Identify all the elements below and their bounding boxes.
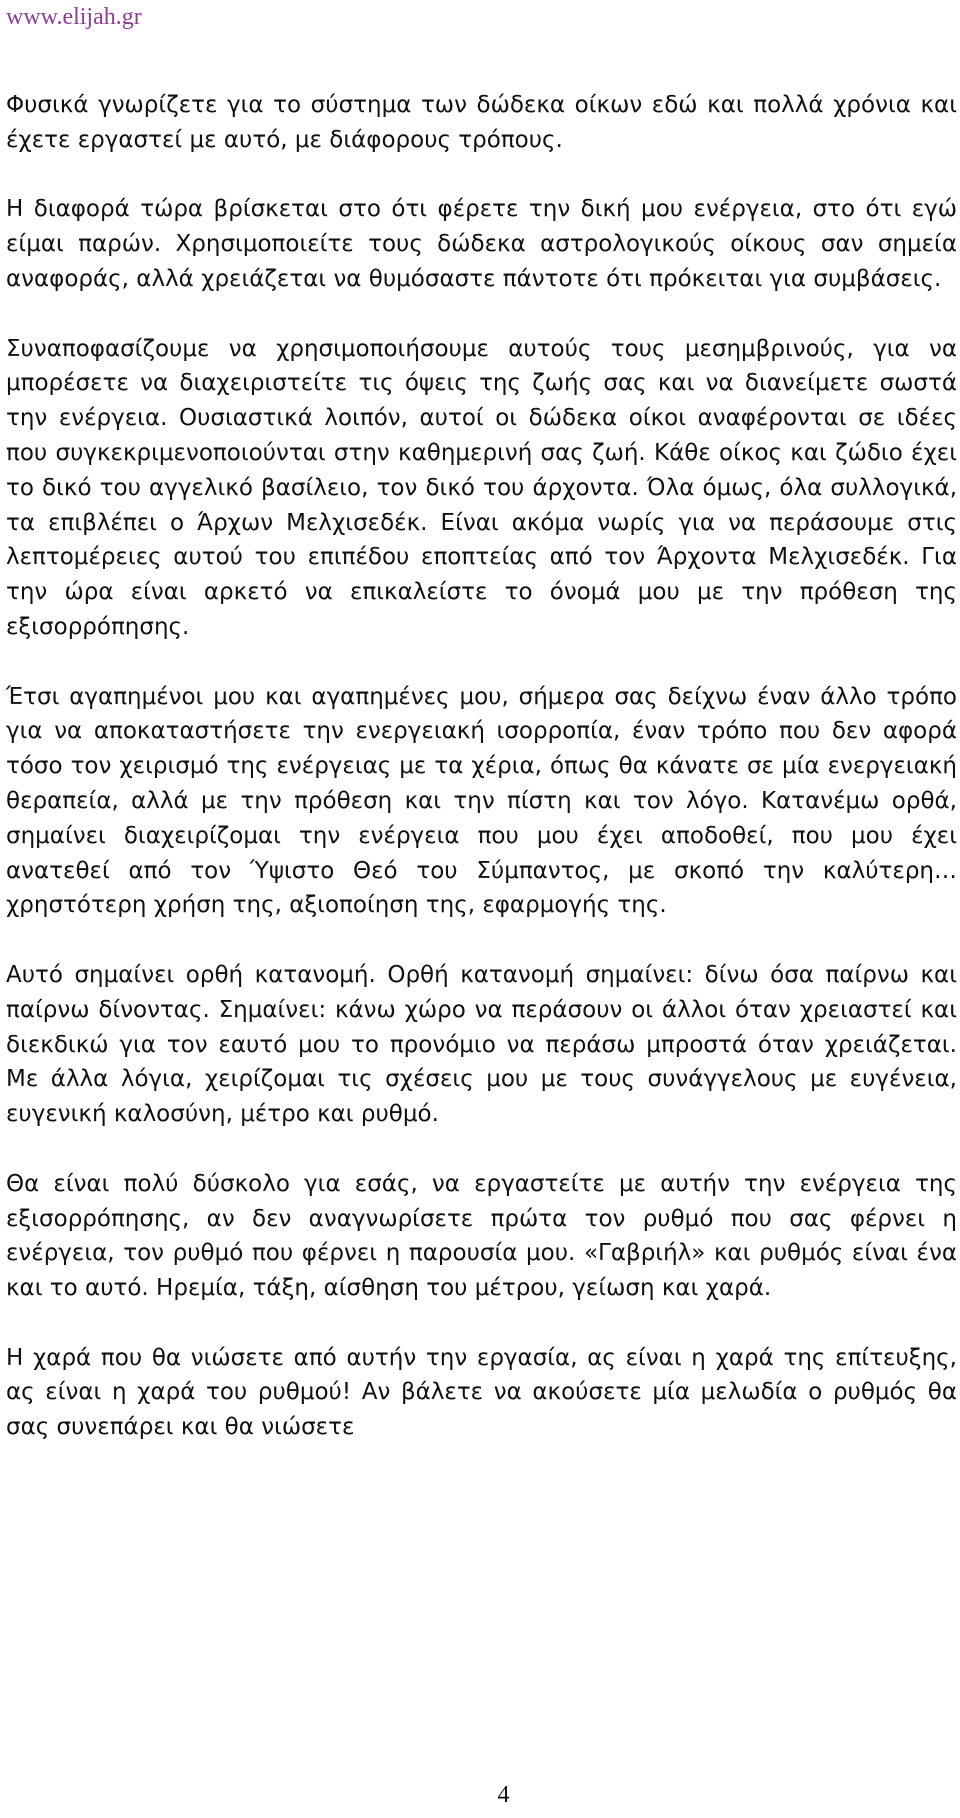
paragraph-2: Η διαφορά τώρα βρίσκεται στο ότι φέρετε την δική μου ενέργεια, στο ότι εγώ είμαι παρών. Χρησιμοποιείτε τους δώδεκα αστρολογικούς οίκους σαν σημεία αναφοράς, αλλά χρειάζεται να θυμόσαστε πάντοτε ότι πρόκειται για συμβάσεις.: [6, 196, 957, 292]
paragraph-6: Θα είναι πολύ δύσκολο για εσάς, να εργαστείτε με αυτήν την ενέργεια της εξισορρόπησης, αν δεν αναγνωρίσετε πρώτα τον ρυθμό που σας φέρνει η ενέργεια, τον ρυθμό που φέρνει η παρουσία μου. «Γαβριήλ» και ρυθμός είναι ένα και το αυτό. Ηρεμία, τάξη, αίσθηση του μέτρου, γείωση και χαρά.: [6, 1170, 957, 1302]
paragraph-4: Έτσι αγαπημένοι μου και αγαπημένες μου, σήμερα σας δείχνω έναν άλλο τρόπο για να αποκαταστήσετε την ενεργειακή ισορροπία, έναν τρόπο που δεν αφορά τόσο τον χειρισμό της ενέργειας με τα χέρια, όπως θα κάνατε σε μία ενεργειακή θεραπεία, αλλά με την πρόθεση και την πίστη και τον λόγο. Κατανέμω ορθά, σημαίνει διαχειρίζομαι την ενέργεια που μου έχει αποδοθεί, που μου έχει ανατεθεί από τον Ύψιστο Θεό του Σύμπαντος, με σκοπό την καλύτερη… χρηστότερη χρήση της, αξιοποίηση της, εφαρμογής της.: [6, 683, 957, 919]
paragraph-1: Φυσικά γνωρίζετε για το σύστημα των δώδεκα οίκων εδώ και πολλά χρόνια και έχετε εργαστεί με αυτό, με διάφορους τρόπους.: [6, 92, 957, 153]
site-url-link[interactable]: www.elijah.gr: [6, 4, 142, 30]
paragraph-7: Η χαρά που θα νιώσετε από αυτήν την εργασία, ας είναι η χαρά της επίτευξης, ας είναι η χαρά του ρυθμού! Αν βάλετε να ακούσετε μία μελωδία ο ρυθμός θα σας συνεπάρει και θα νιώσετε: [6, 1344, 957, 1441]
document-body: [6, 88, 957, 1480]
paragraph-5: Αυτό σημαίνει ορθή κατανομή. Ορθή κατανομή σημαίνει: δίνω όσα παίρνω και παίρνω δίνοντας. Σημαίνει: κάνω χώρο να περάσουν οι άλλοι όταν χρειαστεί και διεκδικώ για τον εαυτό μου το προνόμιο να περάσω μπροστά όταν χρειάζεται. Με άλλα λόγια, χειρίζομαι τις σχέσεις μου με τους συνάγγελους με ευγένεια, ευγενική καλοσύνη, μέτρο και ρυθμό.: [6, 961, 957, 1128]
page-number: 4: [497, 1782, 510, 1808]
paragraph-3: Συναποφασίζουμε να χρησιμοποιήσουμε αυτούς τους μεσημβρινούς, για να μπορέσετε να διαχειριστείτε τις όψεις της ζωής σας και να διανείμετε σωστά την ενέργεια. Ουσιαστικά λοιπόν, αυτοί οι δώδεκα οίκοι αναφέρονται σε ιδέες που συγκεκριμενοποιούνται στην καθημερινή σας ζωή. Κάθε οίκος και ζώδιο έχει το δικό του αγγελικό βασίλειο, τον δικό του άρχοντα. Όλα όμως, όλα συλλογικά, τα επιβλέπει ο Άρχων Μελχισεδέκ. Είναι ακόμα νωρίς για να περάσουμε στις λεπτομέρειες αυτού του επιπέδου εποπτείας από τον Άρχοντα Μελχισεδέκ. Για την ώρα είναι αρκετό να επικαλείστε το όνομά μου με την πρόθεση της εξισορρόπησης.: [6, 335, 957, 640]
